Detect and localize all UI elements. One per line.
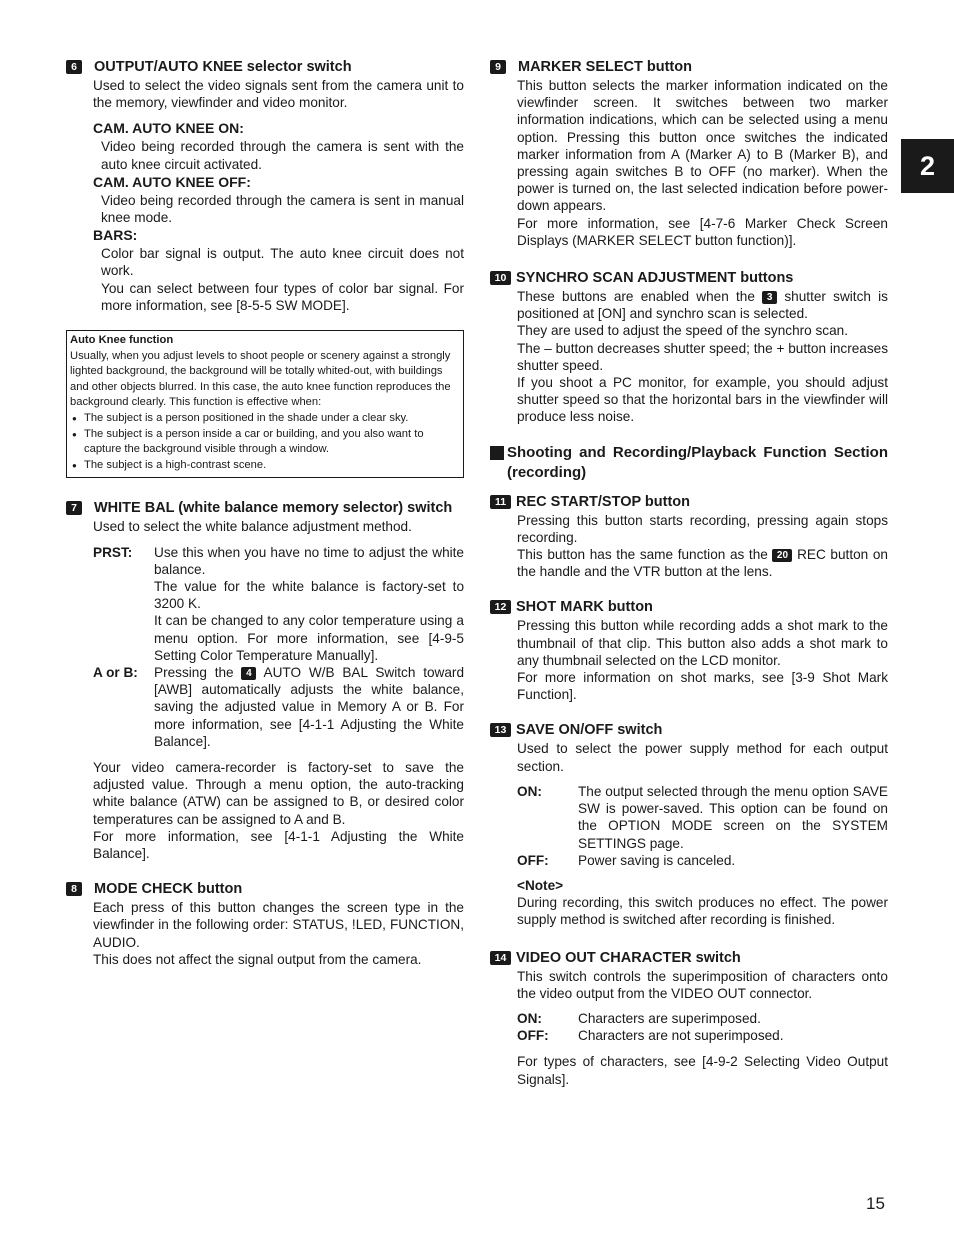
text-run: AUTO W/B BAL Switch toward [AWB] automatically adjusts the white balance, saving the adjusted value in Memory A or B. For more information, see [4-1-1 Adjusting the White Balance]. (154, 665, 465, 749)
section-intro: Used to select the power supply method for each output section. (517, 741, 888, 774)
section-shot-mark (490, 597, 888, 703)
option-term: OFF: (517, 852, 549, 868)
auto-knee-info-box (66, 330, 464, 478)
section-video-out-character (490, 948, 888, 1088)
section-intro: Used to select the video signals sent from the camera unit to the memory, viewfinder and video monitor. (93, 78, 464, 111)
section-marker-select (490, 57, 888, 249)
option-term: A or B: (93, 665, 138, 680)
section-heading-text: Shooting and Recording/Playback Function Section (recording) (507, 443, 888, 481)
sub-heading-auto-knee-on: CAM. AUTO KNEE ON: (93, 120, 244, 137)
paragraph (517, 546, 888, 580)
text-run: These buttons are enabled when the (517, 289, 763, 305)
info-box-bullets (70, 411, 460, 473)
paragraph (517, 288, 888, 322)
section-white-bal (66, 498, 464, 862)
section-title: REC START/STOP button (516, 493, 690, 510)
sub-heading-auto-knee-off: CAM. AUTO KNEE OFF: (93, 173, 251, 190)
reference-badge: 20 (772, 549, 792, 562)
option-term: ON: (517, 783, 542, 799)
save-options (490, 783, 888, 869)
paragraph: They are used to adjust the speed of the synchro scan. (517, 323, 848, 339)
page-number: 15 (866, 1194, 885, 1213)
sub-text: You can select between four types of color bar signal. For more information, see [8-5-5 SW MODE]. (101, 280, 464, 313)
section-title: MODE CHECK button (94, 881, 243, 898)
paragraph: If you shoot a PC monitor, for example, you should adjust shutter speed so that the horizontal bars in the viewfinder will produce less noise. (517, 375, 888, 425)
text-run: Pressing the (154, 665, 242, 680)
option-on (517, 783, 888, 852)
bullet-item: ● The subject is a high-contrast scene. (70, 458, 460, 474)
option-text (154, 664, 464, 750)
sub-text: Video being recorded through the camera is sent with the auto knee circuit activated. (101, 139, 464, 172)
item-number-badge: 13 (490, 723, 511, 737)
option-text: It can be changed to any color temperature using a menu option. For more information, see [4-9-5 Setting Color Temperature Manually]. (154, 613, 464, 663)
bullet-item: ● The subject is a person inside a car or building, and you also want to capture the background visible through a window. (70, 427, 460, 458)
item-number-badge: 6 (66, 60, 82, 74)
option-a-or-b (93, 664, 464, 750)
paragraph: Each press of this button changes the screen type in the viewfinder in the following order: STATUS, !LED, FUNCTION, AUDIO. (93, 900, 464, 950)
option-term: ON: (517, 1010, 542, 1026)
item-number-badge: 10 (490, 271, 511, 285)
text-run: REC button on the handle and the VTR button at the lens. (517, 547, 888, 580)
note-text: During recording, this switch produces no effect. The power supply method is switched after recording is finished. (517, 895, 888, 928)
paragraph: For more information, see [4-1-1 Adjusting the White Balance]. (93, 828, 464, 862)
option-text: The output selected through the menu option SAVE SW is power-saved. This option can be found on the OPTION MODE screen on the SYSTEM SETTINGS page. (578, 783, 888, 851)
sub-text: Video being recorded through the camera is sent in manual knee mode. (101, 192, 464, 226)
paragraph: This button selects the marker information indicated on the viewfinder screen. It switches between two marker information indications, which can be selected using a menu option. Pressing this button once switches the indicated marker information from A (Marker A) to B (Marker B), and pressing again switches B to OFF (no marker). When the power is turned on, the last selected indication before power-down appears. (517, 78, 888, 214)
note-heading: <Note> (517, 877, 564, 893)
paragraph: This does not affect the signal output from the camera. (93, 951, 422, 967)
paragraph: Your video camera-recorder is factory-set to save the adjusted value. Through a menu option, the auto-tracking white balance (ATW) can be assigned to B, or desired color temperatures can be assigned to A and B. (93, 760, 464, 827)
item-number-badge: 8 (66, 882, 82, 896)
sub-heading-bars: BARS: (93, 227, 138, 244)
paragraph: The – button decreases shutter speed; the + button increases shutter speed. (517, 340, 888, 373)
option-text: Use this when you have no time to adjust the white balance. (154, 544, 464, 577)
section-title: MARKER SELECT button (518, 59, 692, 75)
section-intro: This switch controls the superimposition of characters onto the video output from the VIDEO OUT connector. (517, 968, 888, 1001)
item-number-badge: 11 (490, 495, 511, 509)
option-off (517, 1027, 888, 1044)
text-run: shutter switch is positioned at [ON] and synchro scan is selected. (517, 289, 888, 322)
option-prst (93, 544, 464, 664)
section-title: SYNCHRO SCAN ADJUSTMENT buttons (516, 270, 794, 287)
bullet-item: ● The subject is a person positioned in the shade under a clear sky. (70, 411, 460, 427)
chapter-tab: 2 (901, 139, 954, 193)
paragraph: Pressing this button while recording adds a shot mark to the thumbnail of that clip. This button also adds a shot mark to any thumbnail selected on the LCD monitor. (517, 618, 888, 668)
paragraph: Pressing this button starts recording, pressing again stops recording. (517, 512, 888, 545)
item-number-badge: 7 (66, 501, 82, 515)
white-bal-options (66, 544, 464, 750)
paragraph: For more information, see [4-7-6 Marker Check Screen Displays (MARKER SELECT button function)]. (517, 215, 888, 248)
left-column (66, 57, 464, 968)
text-run: This button has the same function as the (517, 547, 773, 563)
section-intro: Used to select the white balance adjustment method. (93, 519, 412, 535)
option-term: OFF: (517, 1028, 549, 1044)
section-output-auto-knee (66, 57, 464, 314)
option-off (517, 852, 888, 869)
option-text: Characters are not superimposed. (578, 1028, 784, 1044)
right-column (490, 57, 888, 1088)
option-term: PRST: (93, 544, 133, 560)
section-mode-check (66, 879, 464, 968)
item-number-badge: 9 (490, 60, 506, 74)
reference-badge: 3 (762, 291, 777, 304)
option-on (517, 1010, 888, 1027)
section-save-on-off (490, 720, 888, 928)
option-text: Characters are superimposed. (578, 1010, 761, 1026)
item-number-badge: 12 (490, 600, 511, 614)
reference-badge: 4 (241, 667, 256, 680)
option-text: The value for the white balance is factory-set to 3200 K. (154, 578, 464, 612)
option-text: Power saving is canceled. (578, 852, 736, 868)
paragraph: For more information on shot marks, see [3-9 Shot Mark Function]. (517, 670, 888, 703)
section-title: SHOT MARK button (516, 599, 653, 616)
info-box-title: Auto Knee function (70, 334, 174, 347)
character-options (490, 1010, 888, 1044)
section-title: SAVE ON/OFF switch (516, 722, 663, 739)
item-number-badge: 14 (490, 951, 511, 965)
section-synchro-scan (490, 268, 888, 426)
section-title: VIDEO OUT CHARACTER switch (516, 949, 741, 966)
section-rec-start-stop (490, 492, 888, 581)
section-title: WHITE BAL (white balance memory selector) switch (94, 500, 453, 517)
square-marker-icon (490, 446, 504, 460)
info-box-text: Usually, when you adjust levels to shoot people or scenery against a strongly lighted background, the background will be totally whited-out, with buildings and other objects blurred. In this case, the auto knee function reproduces the background clearly. This function is effective when: (70, 349, 451, 409)
section-heading-recording (490, 443, 888, 483)
sub-text: Color bar signal is output. The auto knee circuit does not work. (101, 246, 464, 279)
section-title: OUTPUT/AUTO KNEE selector switch (94, 59, 352, 75)
paragraph: For types of characters, see [4-9-2 Selecting Video Output Signals]. (517, 1054, 888, 1087)
